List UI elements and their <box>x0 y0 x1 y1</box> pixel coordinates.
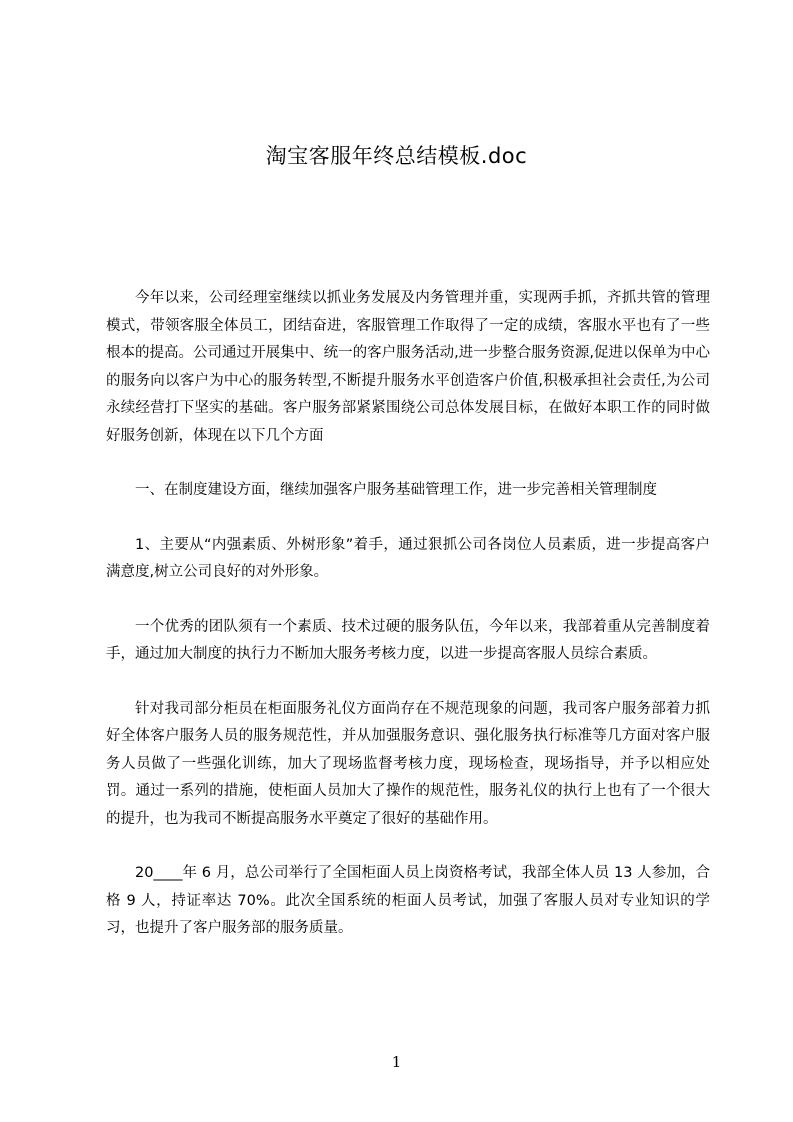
paragraph-team: 一个优秀的团队须有一个素质、技术过硬的服务队伍，今年以来，我部着重从完善制度着手，通过加大制度的执行力不断加大服务考核力度，以进一步提高客服人员综合素质。 <box>106 618 710 662</box>
paragraph-exam: 20____年 6 月，总公司举行了全国柜面人员上岗资格考试，我部全体人员 13 人参加，合格 9 人，持证率达 70%。此次全国系统的柜面人员考试，加强了客服人员对专业知识的学习，也提升了客户服务部的服务质量。 <box>106 865 710 936</box>
paragraph-point-1: 1、主要从“内强素质、外树形象”着手，通过狠抓公司各岗位人员素质，进一步提高客户满意度,树立公司良好的对外形象。 <box>106 536 710 580</box>
paragraph-etiquette: 针对我司部分柜员在柜面服务礼仪方面尚存在不规范现象的问题，我司客户服务部着力抓好全体客户服务人员的服务规范性，并从加强服务意识、强化服务执行标准等几方面对客户服务人员做了一些强化训练，加大了现场监督考核力度，现场检查，现场指导，并予以相应处罚。通过一系列的措施，使柜面人员加大了操作的规范性，服务礼仪的执行上也有了一个很大的提升，也为我司不断提高服务水平奠定了很好的基础作用。 <box>106 700 710 827</box>
document-body <box>106 285 710 943</box>
document-title: 淘宝客服年终总结模板.doc <box>265 144 528 168</box>
paragraph-intro: 今年以来，公司经理室继续以抓业务发展及内务管理并重，实现两手抓，齐抓共管的管理模式，带领客服全体员工，团结奋进，客服管理工作取得了一定的成绩，客服水平也有了一些根本的提高。公司通过开展集中、统一的客户服务活动,进一步整合服务资源,促进以保单为中心的服务向以客户为中心的服务转型,不断提升服务水平创造客户价值,积极承担社会责任,为公司永续经营打下坚实的基础。客户服务部紧紧围绕公司总体发展目标，在做好本职工作的同时做好服务创新，体现在以下几个方面 <box>106 290 710 444</box>
paragraph-section-heading: 一、在制度建设方面，继续加强客户服务基础管理工作，进一步完善相关管理制度 <box>135 482 657 498</box>
page-number: 1 <box>391 1053 402 1071</box>
